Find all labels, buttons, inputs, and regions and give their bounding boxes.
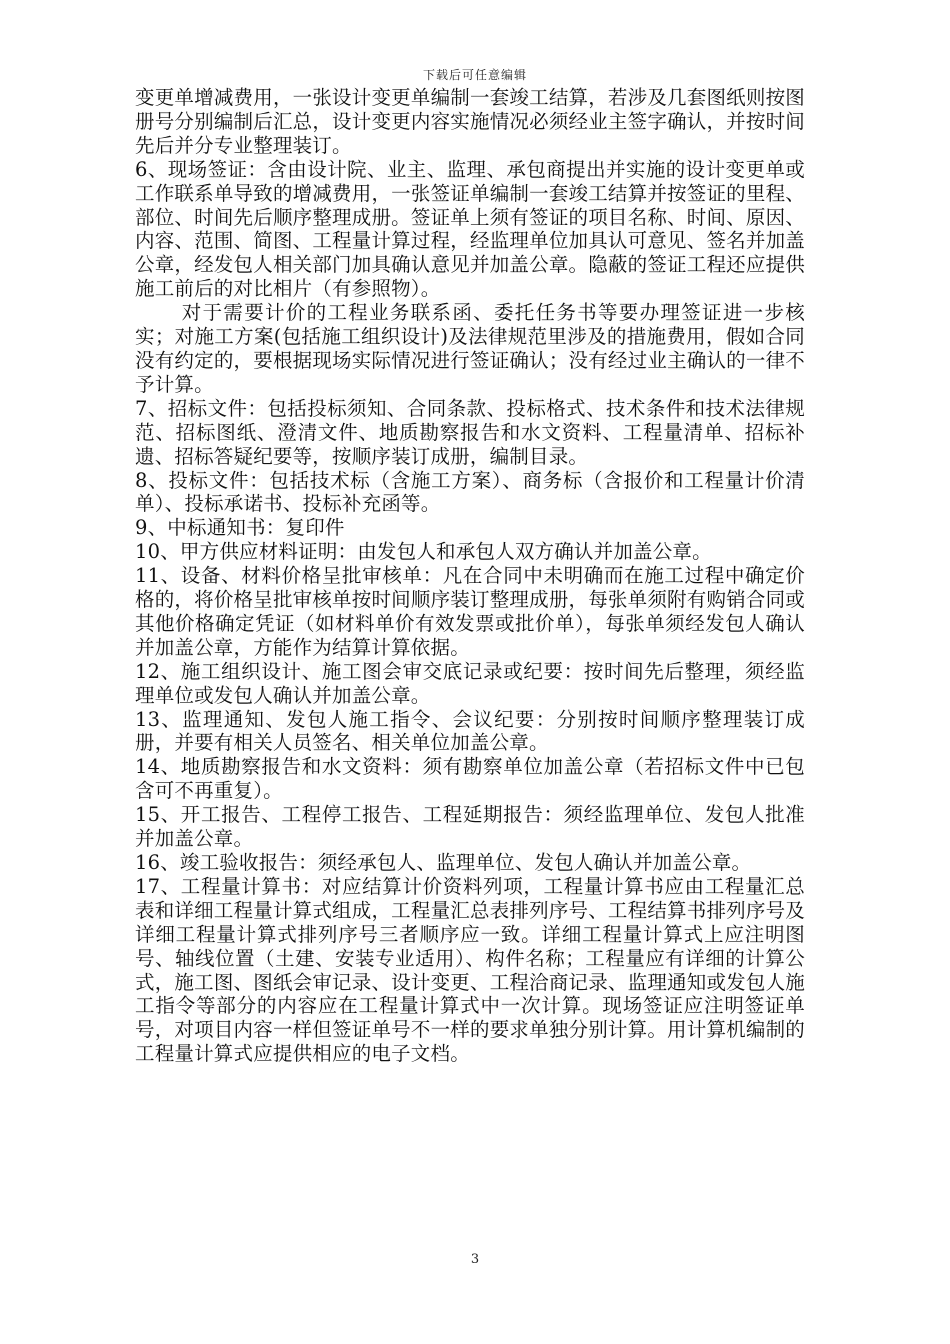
- paragraph-design-change-continuation: 变更单增减费用，一张设计变更单编制一套竣工结算，若涉及几套图纸则按图册号分别编制后汇总，设计变更内容实施情况必须经业主签字确认，并按时间先后并分专业整理装订。: [135, 86, 805, 157]
- paragraph-item-12-construction-design: 12、施工组织设计、施工图会审交底记录或纪要：按时间先后整理，须经监理单位或发包人确认并加盖公章。: [135, 659, 805, 707]
- paragraph-item-14-geological-survey: 14、地质勘察报告和水文资料：须有勘察单位加盖公章（若招标文件中已包含可不再重复）。: [135, 755, 805, 803]
- paragraph-item-8-bid-documents: 8、投标文件：包括技术标（含施工方案）、商务标（含报价和工程量计价清单）、投标承诺书、投标补充函等。: [135, 468, 805, 516]
- paragraph-item-17-quantity-calculation: 17、工程量计算书：对应结算计价资料列项，工程量计算书应由工程量汇总表和详细工程量计算式组成，工程量汇总表排列序号、工程结算书排列序号及详细工程量计算式排列序号三者顺序应一致。详细工程量计算式上应注明图号、轴线位置（土建、安装专业适用）、构件名称；工程量应有详细的计算公式，施工图、图纸会审记录、设计变更、工程洽商记录、监理通知或发包人施工指令等部分的内容应在工程量计算式中一次计算。现场签证应注明签证单号，对项目内容一样但签证单号不一样的要求单独分别计算。用计算机编制的工程量计算式应提供相应的电子文档。: [135, 874, 805, 1066]
- paragraph-item-11-price-approval: 11、设备、材料价格呈批审核单：凡在合同中未明确而在施工过程中确定价格的，将价格呈批审核单按时间顺序装订整理成册，每张单须附有购销合同或其他价格确定凭证（如材料单价有效发票或批价单），每张单须经发包人确认并加盖公章，方能作为结算计算依据。: [135, 564, 805, 659]
- page-header: 下载后可任意编辑: [422, 68, 527, 82]
- document-body: [135, 86, 805, 1066]
- paragraph-item-10-owner-supplied-materials: 10、甲方供应材料证明：由发包人和承包人双方确认并加盖公章。: [135, 540, 712, 564]
- paragraph-visa-note: 对于需要计价的工程业务联系函、委托任务书等要办理签证进一步核实；对施工方案(包括施工组织设计)及法律规范里涉及的措施费用，假如合同没有约定的，要根据现场实际情况进行签证确认；没有经过业主确认的一律不予计算。: [135, 301, 805, 396]
- paragraph-item-16-completion-acceptance: 16、竣工验收报告：须经承包人、监理单位、发包人确认并加盖公章。: [135, 851, 752, 874]
- paragraph-item-13-supervision-notices: 13、监理通知、发包人施工指令、会议纪要：分别按时间顺序整理装订成册，并要有相关人员签名、相关单位加盖公章。: [135, 707, 805, 755]
- page-number: 3: [470, 1252, 480, 1267]
- paragraph-item-6-site-visa: 6、现场签证：含由设计院、业主、监理、承包商提出并实施的设计变更单或工作联系单导致的增减费用，一张签证单编制一套竣工结算并按签证的里程、部位、时间先后顺序整理成册。签证单上须有签证的项目名称、时间、原因、内容、范围、简图、工程量计算过程，经监理单位加具认可意见、签名并加盖公章，经发包人相关部门加具确认意见并加盖公章。隐蔽的签证工程还应提供施工前后的对比相片（有参照物）。: [135, 157, 805, 301]
- paragraph-item-15-commencement-reports: 15、开工报告、工程停工报告、工程延期报告：须经监理单位、发包人批准并加盖公章。: [135, 803, 805, 851]
- paragraph-item-9-award-notice: 9、中标通知书：复印件: [135, 516, 345, 540]
- paragraph-item-7-tender-documents: 7、招标文件：包括投标须知、合同条款、投标格式、技术条件和技术法律规范、招标图纸、澄清文件、地质勘察报告和水文资料、工程量清单、招标补遗、招标答疑纪要等，按顺序装订成册，编制目录。: [135, 396, 805, 468]
